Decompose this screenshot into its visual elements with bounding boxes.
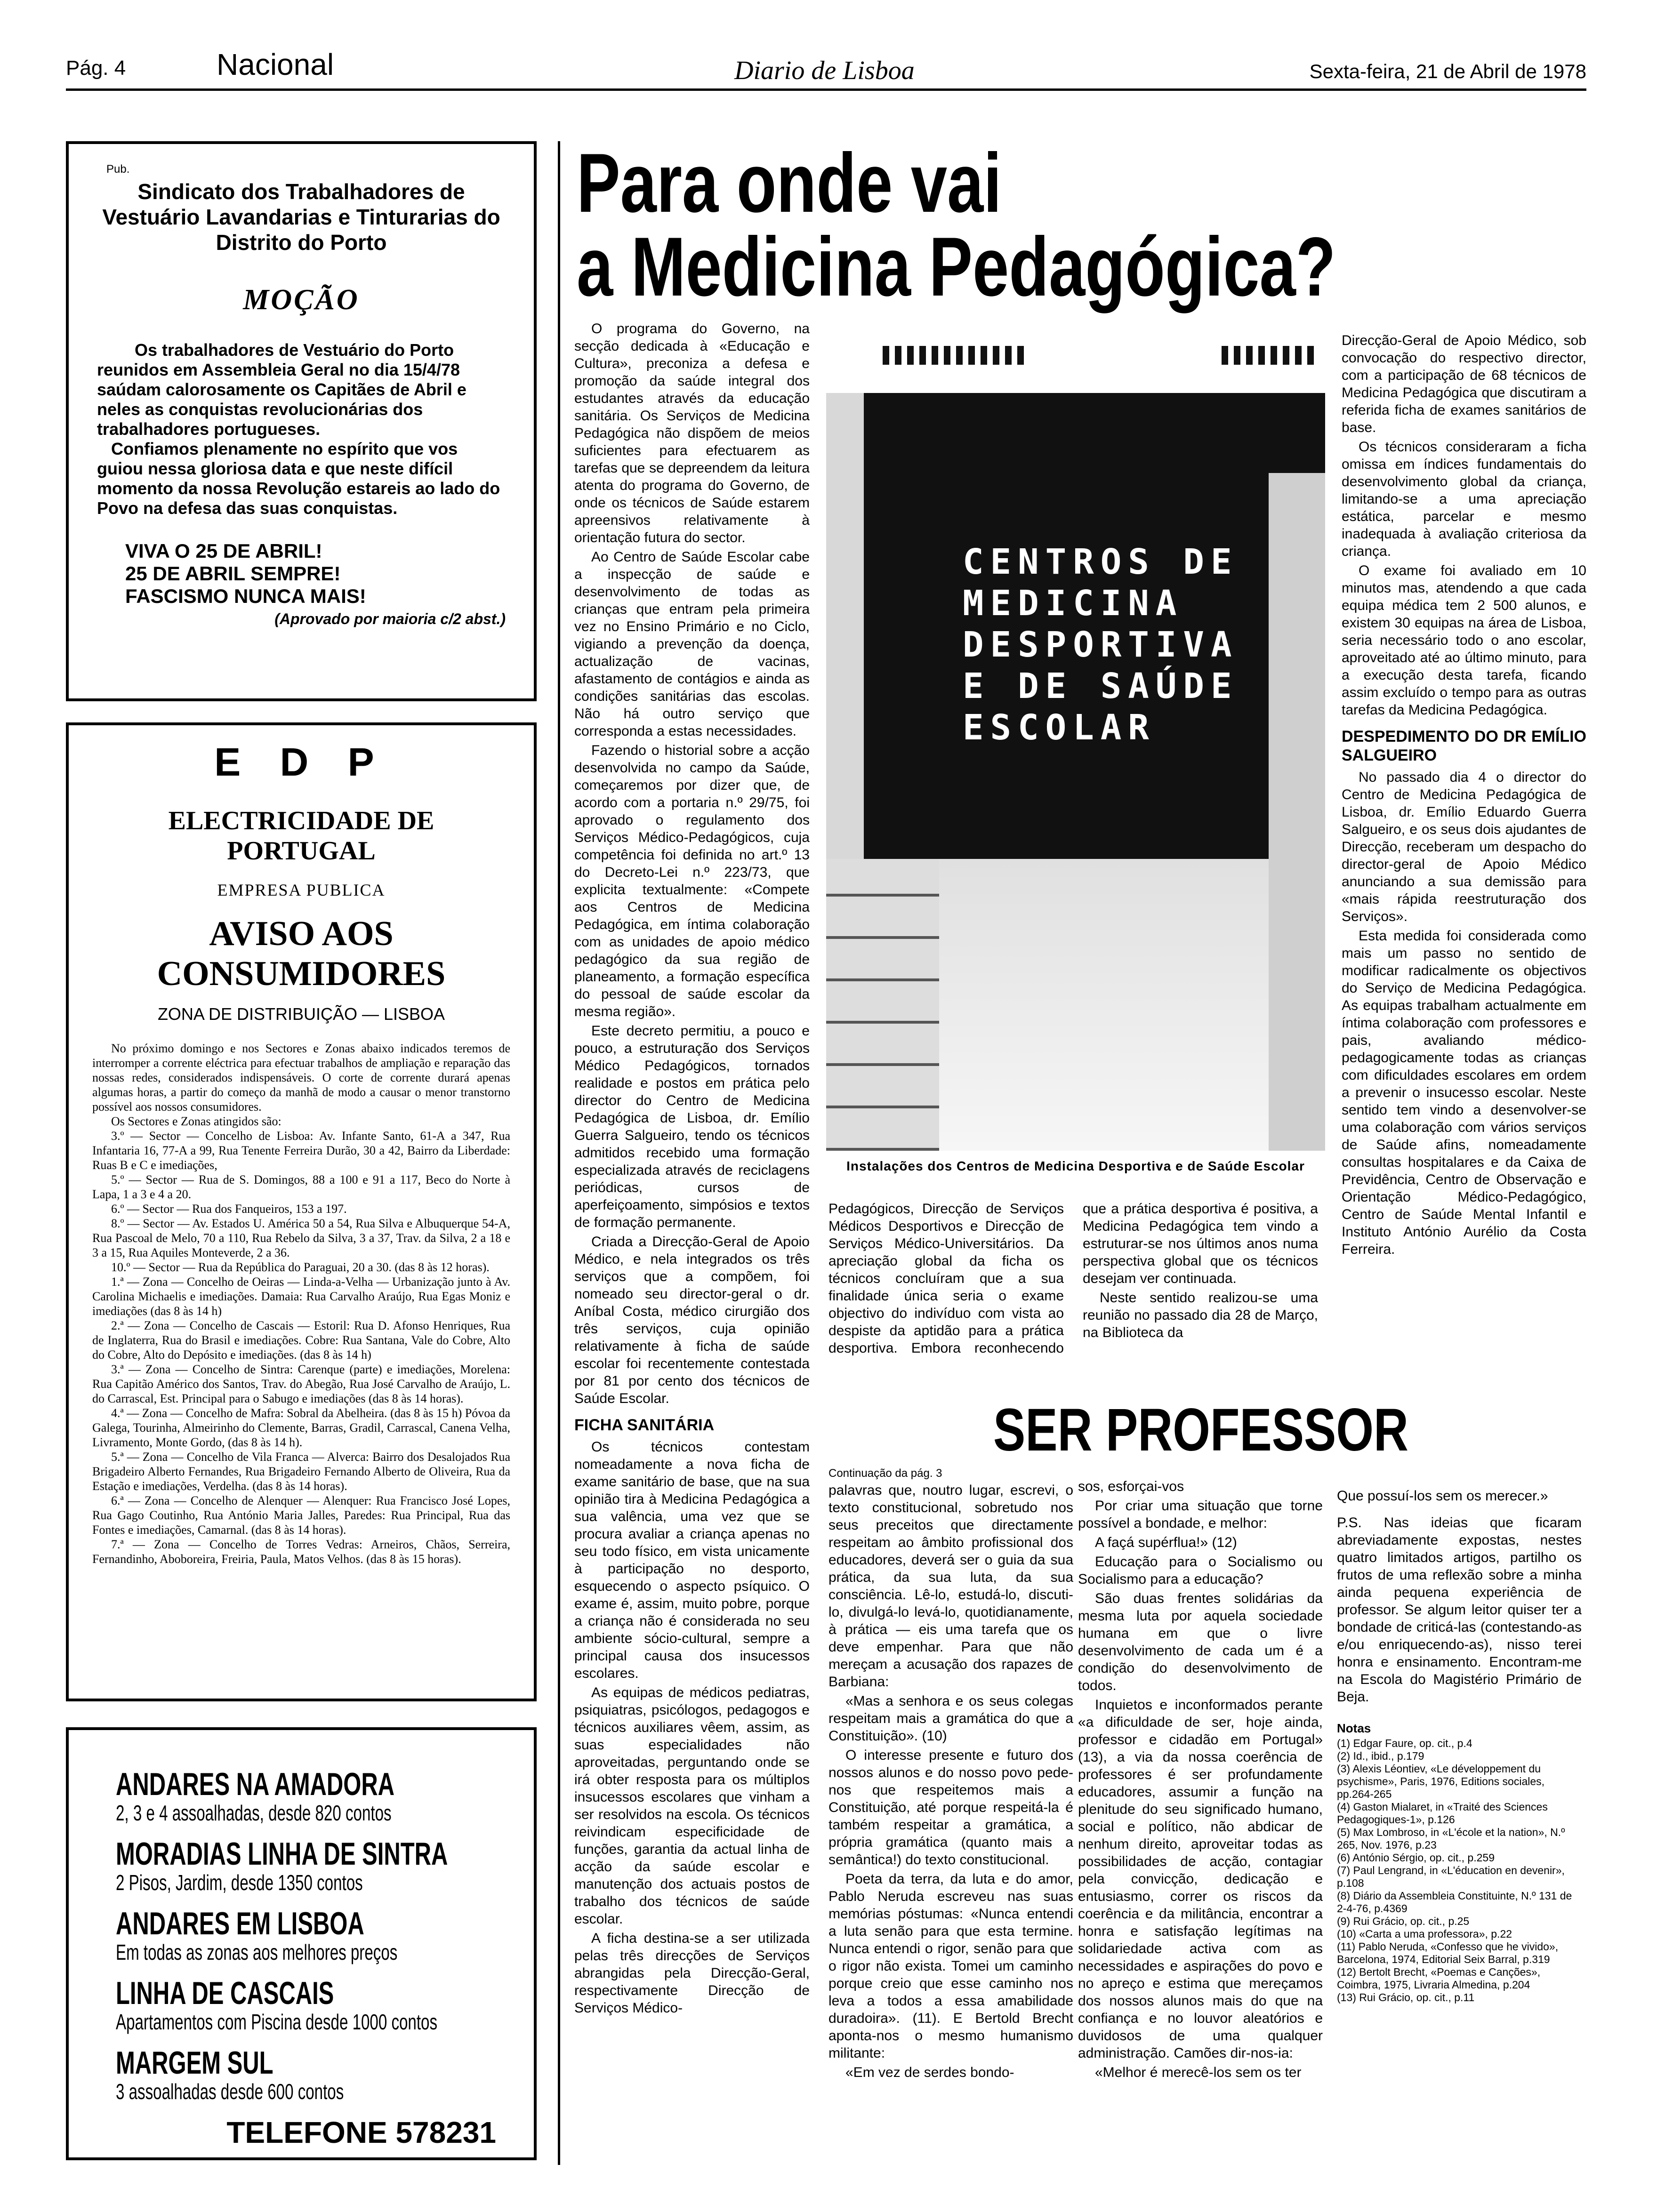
- approval-note: (Aprovado por maioria c/2 abst.): [274, 610, 506, 627]
- article-under-photo-1: [828, 1200, 1318, 1357]
- article-column-4: [1342, 332, 1586, 1260]
- edp-item: 3.ª — Zona — Concelho de Sintra: Carenque (parte) e imediações, Morelena: Rua Capitão Américo dos Santos, Trav. do Abegão, Rua José Carvalho de Araújo, L. do Carrascal, Est. Principal para o Sabugo e imediações (das 8 às 14 horas).: [92, 1362, 510, 1405]
- article-paragraph: Este decreto permitiu, a pouco e pouco, a estruturação dos Serviços Médico Pedagógicos, tornados realidade e postos em prática pelo director do Centro de Medicina Pedagógica de Lisboa, dr. Emílio Guerra Salgueiro, tendo os técnicos admitidos recebido uma formação especializada através de reciclagens periódicas, cursos de aperfeiçoamento, simpósios e textos de formação permanente.: [574, 1023, 810, 1230]
- estate-sub: Em todas as zonas aos melhores preços: [116, 1940, 398, 1964]
- headline-line-2: a Medicina Pedagógica?: [577, 220, 1336, 313]
- page-number: Pág. 4: [66, 56, 126, 80]
- estate-title: MARGEM SUL: [116, 2045, 273, 2081]
- edp-item: 6.ª — Zona — Concelho de Alenquer — Alenquer: Rua Francisco José Lopes, Rua Gago Coutinho, Rua António Maria Jalles, Paredes: Rua Principal, Rua das Fontes e imediações, Camarnal. (das 8 às 14 horas).: [92, 1494, 510, 1537]
- note-item: (8) Diário da Assembleia Constituinte, N.º 131 de 2-4-76, p.4369: [1337, 1890, 1572, 1915]
- subhead-ficha: FICHA SANITÁRIA: [574, 1416, 715, 1434]
- ad-sindicato: [66, 141, 537, 701]
- professor-paragraph: «Melhor é merecê-los sem os ter: [1095, 2065, 1302, 2080]
- masthead: Diario de Lisboa: [734, 56, 915, 85]
- professor-column-3: [1337, 1487, 1582, 2004]
- ad-real-estate: [66, 1727, 537, 2160]
- edp-intro: No próximo domingo e nos Sectores e Zonas abaixo indicados teremos de interromper a corrente eléctrica para efectuar trabalhos de ampliação e reparação das nossas redes, considerados indispensáveis. O corte de corrente durará apenas algumas horas, a partir do começo da manhã de modo a causar o menor transtorno possível aos nossos consumidores.: [92, 1042, 510, 1114]
- professor-paragraph: Que possuí-los sem os merecer.»: [1337, 1488, 1548, 1504]
- slogan: FASCISMO NUNCA MAIS!: [125, 585, 366, 607]
- sign-line: CENTROS DE: [963, 542, 1239, 582]
- union-title: Sindicato dos Trabalhadores de Vestuário Lavandarias e Tinturarias do Distrito do Porto: [102, 179, 500, 255]
- edp-item: 4.ª — Zona — Concelho de Mafra: Sobral da Abelheira. (das 8 às 15 h) Póvoa da Galega, Tourinha, Almeirinho do Clemente, Barras, Gradil, Carrascal, Canena Velha, Livramento, Monte Gordo, (das 8 às 14 h).: [92, 1406, 510, 1449]
- note-item: (3) Alexis Léontiev, «Le développement du psychisme», Paris, 1976, Editions sociales, pp.264-265: [1337, 1763, 1545, 1800]
- estate-title: MORADIAS LINHA DE SINTRA: [116, 1836, 448, 1872]
- note-item: (10) «Carta a uma professora», p.22: [1337, 1928, 1512, 1940]
- issue-date: Sexta-feira, 21 de Abril de 1978: [1309, 60, 1586, 82]
- sign-line: DESPORTIVA: [963, 625, 1239, 665]
- professor-column-1: [828, 1482, 1073, 2083]
- note-item: (1) Edgar Faure, op. cit., p.4: [1337, 1737, 1472, 1749]
- professor-paragraph: Por criar uma situação que torne possível a bondade, e melhor:: [1078, 1498, 1323, 1531]
- edp-item: 7.ª — Zona — Concelho de Torres Vedras: Arneiros, Chãos, Serreira, Fernandinho, Aboboreira, Freiria, Paula, Matos Velhos. (das 8 às 15 horas).: [92, 1538, 510, 1566]
- edp-company: ELECTRICIDADE DE PORTUGAL: [168, 806, 434, 866]
- edp-item: 6.º — Sector — Rua dos Fanqueiros, 153 a 197.: [111, 1202, 347, 1216]
- professor-paragraph: Inquietos e inconformados perante «a dificuldade de ser, hoje ainda, professor e cidadão em Portugal» (13), a via da nossa coerência de professores é ser profundamente educadores, assumir a função na plenitude do seu significado humano, social e político, não abdicar de nenhum direito, aproveitar todas as possibilidades de acção, contagiar pela convicção, dedicação e entusiasmo, correr os riscos da coerência e da militância, encontrar a honra e satisfação legítimas na solidariedade activa com as necessidades e aspirações do povo e no apreço e estima que mereçamos dos nossos alunos mais do que na confiança e no louvor aleatórios e duvidosos de uma qualquer administração. Camões dir-nos-ia:: [1078, 1697, 1323, 2061]
- professor-paragraph: O interesse presente e futuro dos nossos alunos e do nosso povo pede-nos que respeitemos mais a Constituição, até porque respeitá-la é também respeitar a gramática, a própria gramática (quanto mais a semântica!) do texto constitucional.: [828, 1747, 1073, 1867]
- professor-headline: [993, 1395, 1464, 1465]
- edp-item: 5.º — Sector — Rua de S. Domingos, 88 a 100 e 91 a 117, Beco do Norte à Lapa, 1 a 3 e 4 a 20.: [92, 1173, 510, 1201]
- estate-sub: 2 Pisos, Jardim, desde 1350 contos: [116, 1870, 363, 1895]
- professor-paragraph: palavras que, noutro lugar, escrevi, o texto constitucional, sobretudo nos seus preceitos que directamente respeitam ao âmbito profissional dos educadores, deverá ser o guia da sua prática, da sua luta, da sua consciência. Lê-lo, estudá-lo, discuti-lo, divulgá-lo levá-lo, quotidianamente, à prática — eis uma tarefa que os deve empenhar. Para que não mereçam a acusação dos rapazes de Barbiana:: [828, 1483, 1073, 1690]
- edp-type: EMPRESA PUBLICA: [217, 881, 386, 899]
- section-name: Nacional: [217, 48, 334, 81]
- note-item: (6) António Sérgio, op. cit., p.259: [1337, 1851, 1495, 1864]
- edp-zone: ZONA DE DISTRIBUIÇÃO — LISBOA: [157, 1004, 445, 1024]
- motion-text-1: Os trabalhadores de Vestuário do Porto reunidos em Assembleia Geral no dia 15/4/78 saúdam calorosamente os Capitães de Abril e neles as conquistas revolucionárias dos trabalhadores portugueses.: [97, 340, 467, 439]
- article-photo: [826, 332, 1325, 1151]
- note-item: (5) Max Lombroso, in «L'école et la nation», N.º 265, Nov. 1976, p.23: [1337, 1826, 1565, 1851]
- article-paragraph: Os técnicos contestam nomeadamente a nova ficha de exame sanitário de base, que na sua opinião tira à Medicina Pedagógica a sua valência, uma vez que se procura avaliar a criança apenas no seu todo físico, em vista unicamente à participação no desporto, esquecendo o aspecto psíquico. O exame é, assim, muito pobre, porque a criança não é considerada no seu ambiente sócio-cultural, sempre a principal causa dos insucessos escolares.: [574, 1439, 810, 1681]
- slogan: VIVA O 25 DE ABRIL!: [125, 540, 322, 562]
- motion-text-2: Confiamos plenamente no espírito que vos guiou nessa gloriosa data e que neste difícil momento da nossa Revolução estareis ao lado do Povo na defesa das suas conquistas.: [97, 439, 500, 518]
- photo-caption: Instalações dos Centros de Medicina Desportiva e de Saúde Escolar: [846, 1159, 1305, 1173]
- photo-sign: [963, 541, 1255, 748]
- slogan: 25 DE ABRIL SEMPRE!: [125, 562, 341, 585]
- note-item: (12) Bertolt Brecht, «Poemas e Canções», Coimbra, 1975, Livraria Almedina, p.204: [1337, 1966, 1541, 1991]
- note-item: (7) Paul Lengrand, in «L'éducation en devenir», p.108: [1337, 1864, 1565, 1889]
- professor-paragraph: «Mas a senhora e os seus colegas respeitam mais a gramática do que a Constituição». (10): [828, 1693, 1073, 1744]
- header-rule: [66, 88, 1586, 91]
- sign-line: E DE SAÚDE: [963, 666, 1239, 706]
- article-paragraph: A ficha destina-se a ser utilizada pelas três direcções de Serviços abrangidas pela Direcção-Geral, respectivamente Direcção de Serviços Médico-: [574, 1931, 810, 2016]
- professor-title: SER PROFESSOR: [993, 1396, 1408, 1464]
- article-paragraph: Fazendo o historial sobre a acção desenvolvida no campo da Saúde, começaremos por dizer que, de acordo com a portaria n.º 29/75, foi aprovado o regulamento dos Serviços Médico-Pedagógicos, cuja competência foi definida no art.º 13 do Decreto-Lei n.º 223/73, que explicita textualmente: «Compete aos Centros de Medicina Pedagógica, em íntima colaboração com as unidades de apoio médico pedagógico da sua região de planeamento, a formação específica do pessoal de saúde escolar da mesma região».: [574, 743, 810, 1019]
- edp-notice: AVISO AOS CONSUMIDORES: [157, 914, 446, 993]
- notes-list: [1337, 1737, 1582, 2004]
- estate-phone: TELEFONE 578231: [226, 2116, 496, 2149]
- headline-line-1: Para onde vai: [577, 136, 1002, 230]
- estate-sub: Apartamentos com Piscina desde 1000 contos: [116, 2010, 438, 2034]
- article-paragraph: Direcção-Geral de Apoio Médico, sob convocação do respectivo director, com a participação de 68 técnicos de Medicina Pedagógica que discutiram a referida ficha de exames sanitários de base.: [1342, 333, 1586, 435]
- article-column-1: [574, 320, 810, 2019]
- note-item: (4) Gaston Mialaret, in «Traité des Sciences Pedagogiques-1», p.126: [1337, 1801, 1548, 1826]
- estate-title: ANDARES EM LISBOA: [116, 1906, 364, 1941]
- article-paragraph: Neste sentido realizou-se uma reunião no passado dia 28 de Março, na Biblioteca da: [1083, 1290, 1318, 1340]
- sign-line: MEDICINA: [963, 583, 1183, 624]
- edp-affected-label: Os Sectores e Zonas atingidos são:: [111, 1114, 282, 1128]
- article-paragraph: Ao Centro de Saúde Escolar cabe a inspecção de saúde e desenvolvimento de todas as crianças que entram pela primeira vez no Ensino Primário e no Ciclo, vigiando a prevenção da doença, actualização de vacinas, afastamento de contágios e ainda as condições sanitárias das escolas. Não há outro serviço que corresponda a estas necessidades.: [574, 549, 810, 739]
- article-paragraph: O programa do Governo, na secção dedicada à «Educação e Cultura», preconiza a defesa e promoção da saúde integral dos estudantes através da educação sanitária. Os Serviços de Medicina Pedagógica não dispõem de meios suficientes para efectuarem as tarefas que se depreendem da leitura atenta do programa do Governo, de onde os técnicos de Saúde estarem apreensivos relativamente à orientação futura do sector.: [574, 321, 810, 545]
- estate-sub: 3 assoalhadas desde 600 contos: [116, 2079, 344, 2104]
- professor-paragraph: sos, esforçai-vos: [1078, 1479, 1184, 1494]
- edp-item: 10.º — Sector — Rua da República do Paraguai, 20 a 30. (das 8 às 12 horas).: [111, 1260, 490, 1274]
- edp-item: 3.º — Sector — Concelho de Lisboa: Av. Infante Santo, 61-A a 347, Rua Infantaria 16, 77-A a 99, Rua Tenente Ferreira Durão, 30 a 42, Bairro da Liberdade: Ruas B e C e imediações,: [92, 1129, 510, 1172]
- notes-title: Notas: [1337, 1721, 1371, 1735]
- professor-continued: Continuação da pág. 3: [828, 1467, 942, 1480]
- article-paragraph: As equipas de médicos pediatras, psiquiatras, psicólogos, pedagogos e técnicos auxiliares vêem, assim, as suas especialidades não aproveitadas, perguntando onde se irá obter resposta para os múltiplos insucessos escolares que vinham a ser resolvidos na escola. Os técnicos reivindicam especificidade de funções, garantia da actual linha de acção da saúde escolar e manutenção dos actuais postos de trabalho dos técnicos de saúde escolar.: [574, 1685, 810, 1927]
- professor-paragraph: Educação para o Socialismo ou Socialismo para a educação?: [1078, 1554, 1323, 1587]
- estate-title: LINHA DE CASCAIS: [116, 1975, 334, 2011]
- subhead-despedimento: DESPEDIMENTO DO DR EMÍLIO SALGUEIRO: [1342, 728, 1586, 764]
- edp-item: 8.º — Sector — Av. Estados U. América 50 a 54, Rua Silva e Albuquerque 54-A, Rua Pascoal de Melo, 70 a 110, Rua Rebelo da Silva, 3 a 37, Trav. da Silva, 2 a 18 e 3 a 15, Rua Aquiles Monteverde, 2 a 36.: [92, 1217, 510, 1259]
- professor-paragraph: Poeta da terra, da luta e do amor, Pablo Neruda escreveu nas suas memórias póstumas: «Nunca entendi a luta senão para que esta termine. Nunca entendi o rigor, senão para que o rigor não exista. Tomei um caminho porque creio que esse caminho nos leva a todos a essa amabilidade duradoira». (11). E Bertold Brecht aponta-nos o mesmo humanismo militante:: [828, 1871, 1073, 2061]
- article-paragraph: O exame foi avaliado em 10 minutos mas, atendendo a que cada equipa médica tem 2 500 alunos, e existem 30 equipas na área de Lisboa, seria necessário todo o ano escolar, aproveitado até ao último minuto, para a execução desta tarefa, ficando assim excluído o tempo para as outras tarefas da Medicina Pedagógica.: [1342, 563, 1586, 718]
- motion-heading: MOÇÃO: [243, 284, 360, 316]
- professor-paragraph: São duas frentes solidárias da mesma luta por aquela sociedade humana em que o livre desenvolvimento de cada um é a condição do desenvolvimento de todos.: [1078, 1591, 1323, 1693]
- article-headline: [577, 136, 1612, 313]
- article-paragraph: Esta medida foi considerada como mais um passo no sentido de modificar radicalmente os objectivos do Serviço de Medicina Pedagógica. As equipas trabalham actualmente em íntima colaboração com professores e pais, avaliando médico-pedagogicamente todas as crianças com dificuldades escolares em ordem a prevenir o insucesso escolar. Neste sentido tem vindo a desenvolver-se uma colaboração com vários serviços de Saúde afins, nomeadamente consultas hospitalares e da Caixa de Previdência, Centro de Observação e Orientação Médico-Pedagógico, Centro de Saúde Mental Infantil e Instituto António Aurélio da Costa Ferreira.: [1342, 928, 1586, 1257]
- note-item: (13) Rui Grácio, op. cit., p.11: [1337, 1991, 1475, 2004]
- estate-title: ANDARES NA AMADORA: [116, 1766, 395, 1802]
- sign-line: ESCOLAR: [963, 707, 1156, 748]
- professor-column-2: [1078, 1478, 1323, 2083]
- ad-edp: [66, 722, 537, 1701]
- note-item: (9) Rui Grácio, op. cit., p.25: [1337, 1915, 1470, 1927]
- note-item: (11) Pablo Neruda, «Confesso que he vivido», Barcelona, 1974, Editorial Seix Barral, p.319: [1337, 1940, 1559, 1965]
- edp-item: 1.ª — Zona — Concelho de Oeiras — Linda-a-Velha — Urbanização junto à Av. Carolina Michaelis e imediações. Damaia: Rua Carvalho Araújo, Rua Egas Moniz e imediações (das 8 às 14 h): [92, 1275, 510, 1318]
- edp-item: 5.ª — Zona — Concelho de Vila Franca — Alverca: Bairro dos Desalojados Rua Brigadeiro Alberto Fernandes, Rua Brigadeiro Fernando Alberto de Oliveira, Rua da Estação e imediações, Verdelha. (das 8 às 14 horas).: [92, 1450, 510, 1493]
- edp-item: 2.ª — Zona — Concelho de Cascais — Estoril: Rua D. Afonso Henriques, Rua de Inglaterra, Rua do Brasil e imediações. Cobre: Rua Santana, Vale do Cobre, Alto do Cobre, Alto do Depósito e imediações. (das 8 às 14 h): [92, 1319, 510, 1362]
- article-paragraph: Criada a Direcção-Geral de Apoio Médico, e nela integrados os três serviços que a compõem, foi nomeado seu director-geral o dr. Aníbal Costa, médico cirurgião dos três serviços, cuja opinião relativamente à ficha de saúde escolar foi recentemente contestada por 81 por cento dos técnicos de Saúde Escolar.: [574, 1234, 810, 1406]
- edp-logo: E D P: [214, 740, 388, 784]
- note-item: (2) Id., ibid., p.179: [1337, 1750, 1424, 1762]
- professor-ps: P.S. Nas ideias que ficaram abreviadamente expostas, nestes quatro limitados artigos, partilho os frutos de uma reflexão sobre a minha ainda pequena experiência de professor. Se algum leitor quiser ter a bondade de criticá-las (contestando-as e/ou enriquecendo-as), nisso terei honra e ensinamento. Encontram-me na Escola do Magistério Primário de Beja.: [1337, 1515, 1582, 1705]
- article-paragraph: No passado dia 4 o director do Centro de Medicina Pedagógica de Lisboa, dr. Emílio Eduardo Guerra Salgueiro, e os seus dois ajudantes de Direcção, receberam um despacho do director-geral de Apoio Médico anunciando a sua demissão para «mais rápida reestruturação dos Serviços».: [1342, 769, 1586, 924]
- professor-paragraph: «Em vez de serdes bondo-: [845, 2065, 1014, 2080]
- article-left-rule: [558, 141, 560, 2165]
- pub-label: Pub.: [106, 163, 130, 176]
- professor-paragraph: A façá supérflua!» (12): [1095, 1535, 1237, 1550]
- estate-sub: 2, 3 e 4 assoalhadas, desde 820 contos: [116, 1801, 392, 1825]
- article-paragraph: Pedagógicos, Direcção de Serviços Médicos Desportivos e Direcção de Serviços Médico-Universitários. Da apreciação global da ficha os técnicos concluíram que a sua finalidade única seria o exame objectivo do indivíduo com vista ao despiste da aptidão para a prática desportiva. Embora reconhecendo que a prática desportiva é positiva, a Medicina Pedagógica tem vindo a estruturar-se nos últimos anos numa perspectiva global que os técnicos desejam ver continuada.: [828, 1201, 1318, 1356]
- article-paragraph: Os técnicos consideraram a ficha omissa em índices fundamentais do desenvolvimento global da criança, limitando-se a uma apreciação estática, parcelar e mesmo inadequada à avaliação criteriosa da criança.: [1342, 439, 1586, 559]
